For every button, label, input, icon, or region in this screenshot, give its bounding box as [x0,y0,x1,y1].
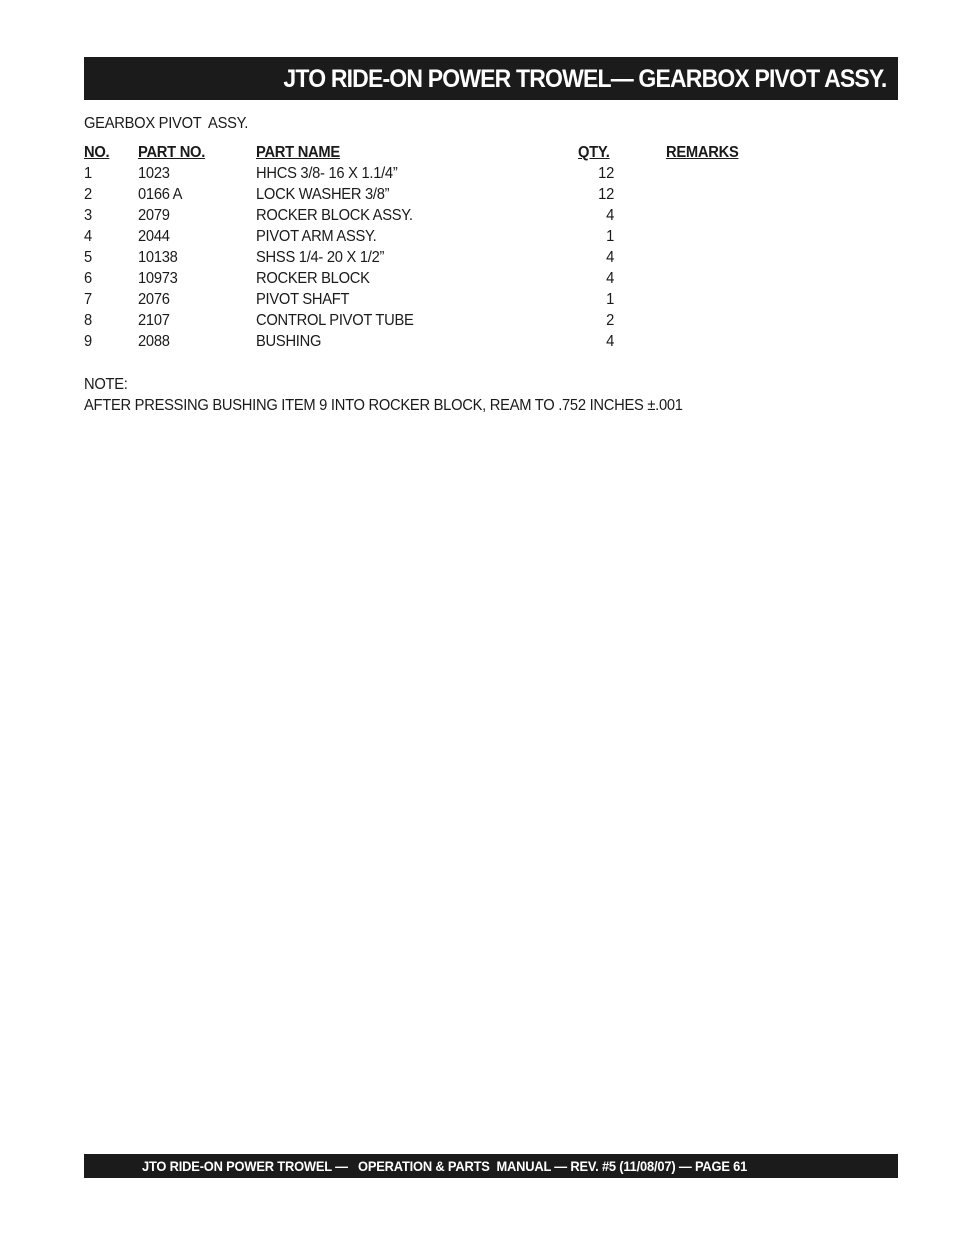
cell-no: 1 [84,165,92,182]
cell-qty: 4 [606,270,614,287]
cell-part-name: SHSS 1/4- 20 X 1/2” [256,249,385,266]
cell-no: 8 [84,312,92,329]
cell-part-no: 2088 [138,333,170,350]
cell-part-no: 0166 A [138,186,183,203]
note-label: NOTE: [84,376,128,393]
cell-part-name: CONTROL PIVOT TUBE [256,312,414,329]
footer-text: JTO RIDE-ON POWER TROWEL — OPERATION & PARTS MANUAL — REV. #5 (11/08/07) — PAGE 61 [142,1158,748,1174]
cell-part-no: 1023 [138,165,170,182]
parts-table [84,143,784,353]
table-row [84,311,784,332]
table-row [84,332,784,353]
cell-part-name: LOCK WASHER 3/8” [256,186,390,203]
cell-part-name: ROCKER BLOCK [256,270,370,287]
column-header-qty: QTY. [578,144,610,161]
note-text: AFTER PRESSING BUSHING ITEM 9 INTO ROCKER BLOCK, REAM TO .752 INCHES ±.001 [84,397,683,414]
cell-part-no: 2107 [138,312,170,329]
cell-part-no: 2044 [138,228,170,245]
table-header-row [84,143,784,164]
cell-part-no: 2076 [138,291,170,308]
page-header-bar [84,57,898,100]
cell-qty: 4 [606,333,614,350]
table-row [84,206,784,227]
cell-part-name: BUSHING [256,333,322,350]
cell-qty: 2 [606,312,614,329]
cell-no: 3 [84,207,92,224]
cell-part-no: 10973 [138,270,178,287]
cell-part-name: HHCS 3/8- 16 X 1.1/4” [256,165,398,182]
table-row [84,290,784,311]
cell-no: 5 [84,249,92,266]
cell-no: 6 [84,270,92,287]
cell-part-name: ROCKER BLOCK ASSY. [256,207,413,224]
cell-no: 2 [84,186,92,203]
page-footer-bar [84,1154,898,1178]
cell-no: 9 [84,333,92,350]
column-header-remarks: REMARKS [666,144,739,161]
column-header-no: NO. [84,144,110,161]
cell-qty: 1 [606,291,614,308]
cell-qty: 4 [606,207,614,224]
table-row [84,227,784,248]
table-row [84,248,784,269]
table-row [84,164,784,185]
cell-no: 7 [84,291,92,308]
cell-part-no: 2079 [138,207,170,224]
table-body [84,164,784,353]
column-header-part-no: PART NO. [138,144,206,161]
table-row [84,185,784,206]
cell-qty: 1 [606,228,614,245]
cell-part-name: PIVOT ARM ASSY. [256,228,377,245]
section-subtitle: GEARBOX PIVOT ASSY. [84,115,249,132]
cell-qty: 12 [598,186,614,203]
cell-no: 4 [84,228,92,245]
page-title: JTO RIDE-ON POWER TROWEL— GEARBOX PIVOT ASSY. [283,65,886,93]
cell-part-no: 10138 [138,249,178,266]
table-row [84,269,784,290]
column-header-part-name: PART NAME [256,144,340,161]
cell-qty: 12 [598,165,614,182]
cell-qty: 4 [606,249,614,266]
cell-part-name: PIVOT SHAFT [256,291,350,308]
